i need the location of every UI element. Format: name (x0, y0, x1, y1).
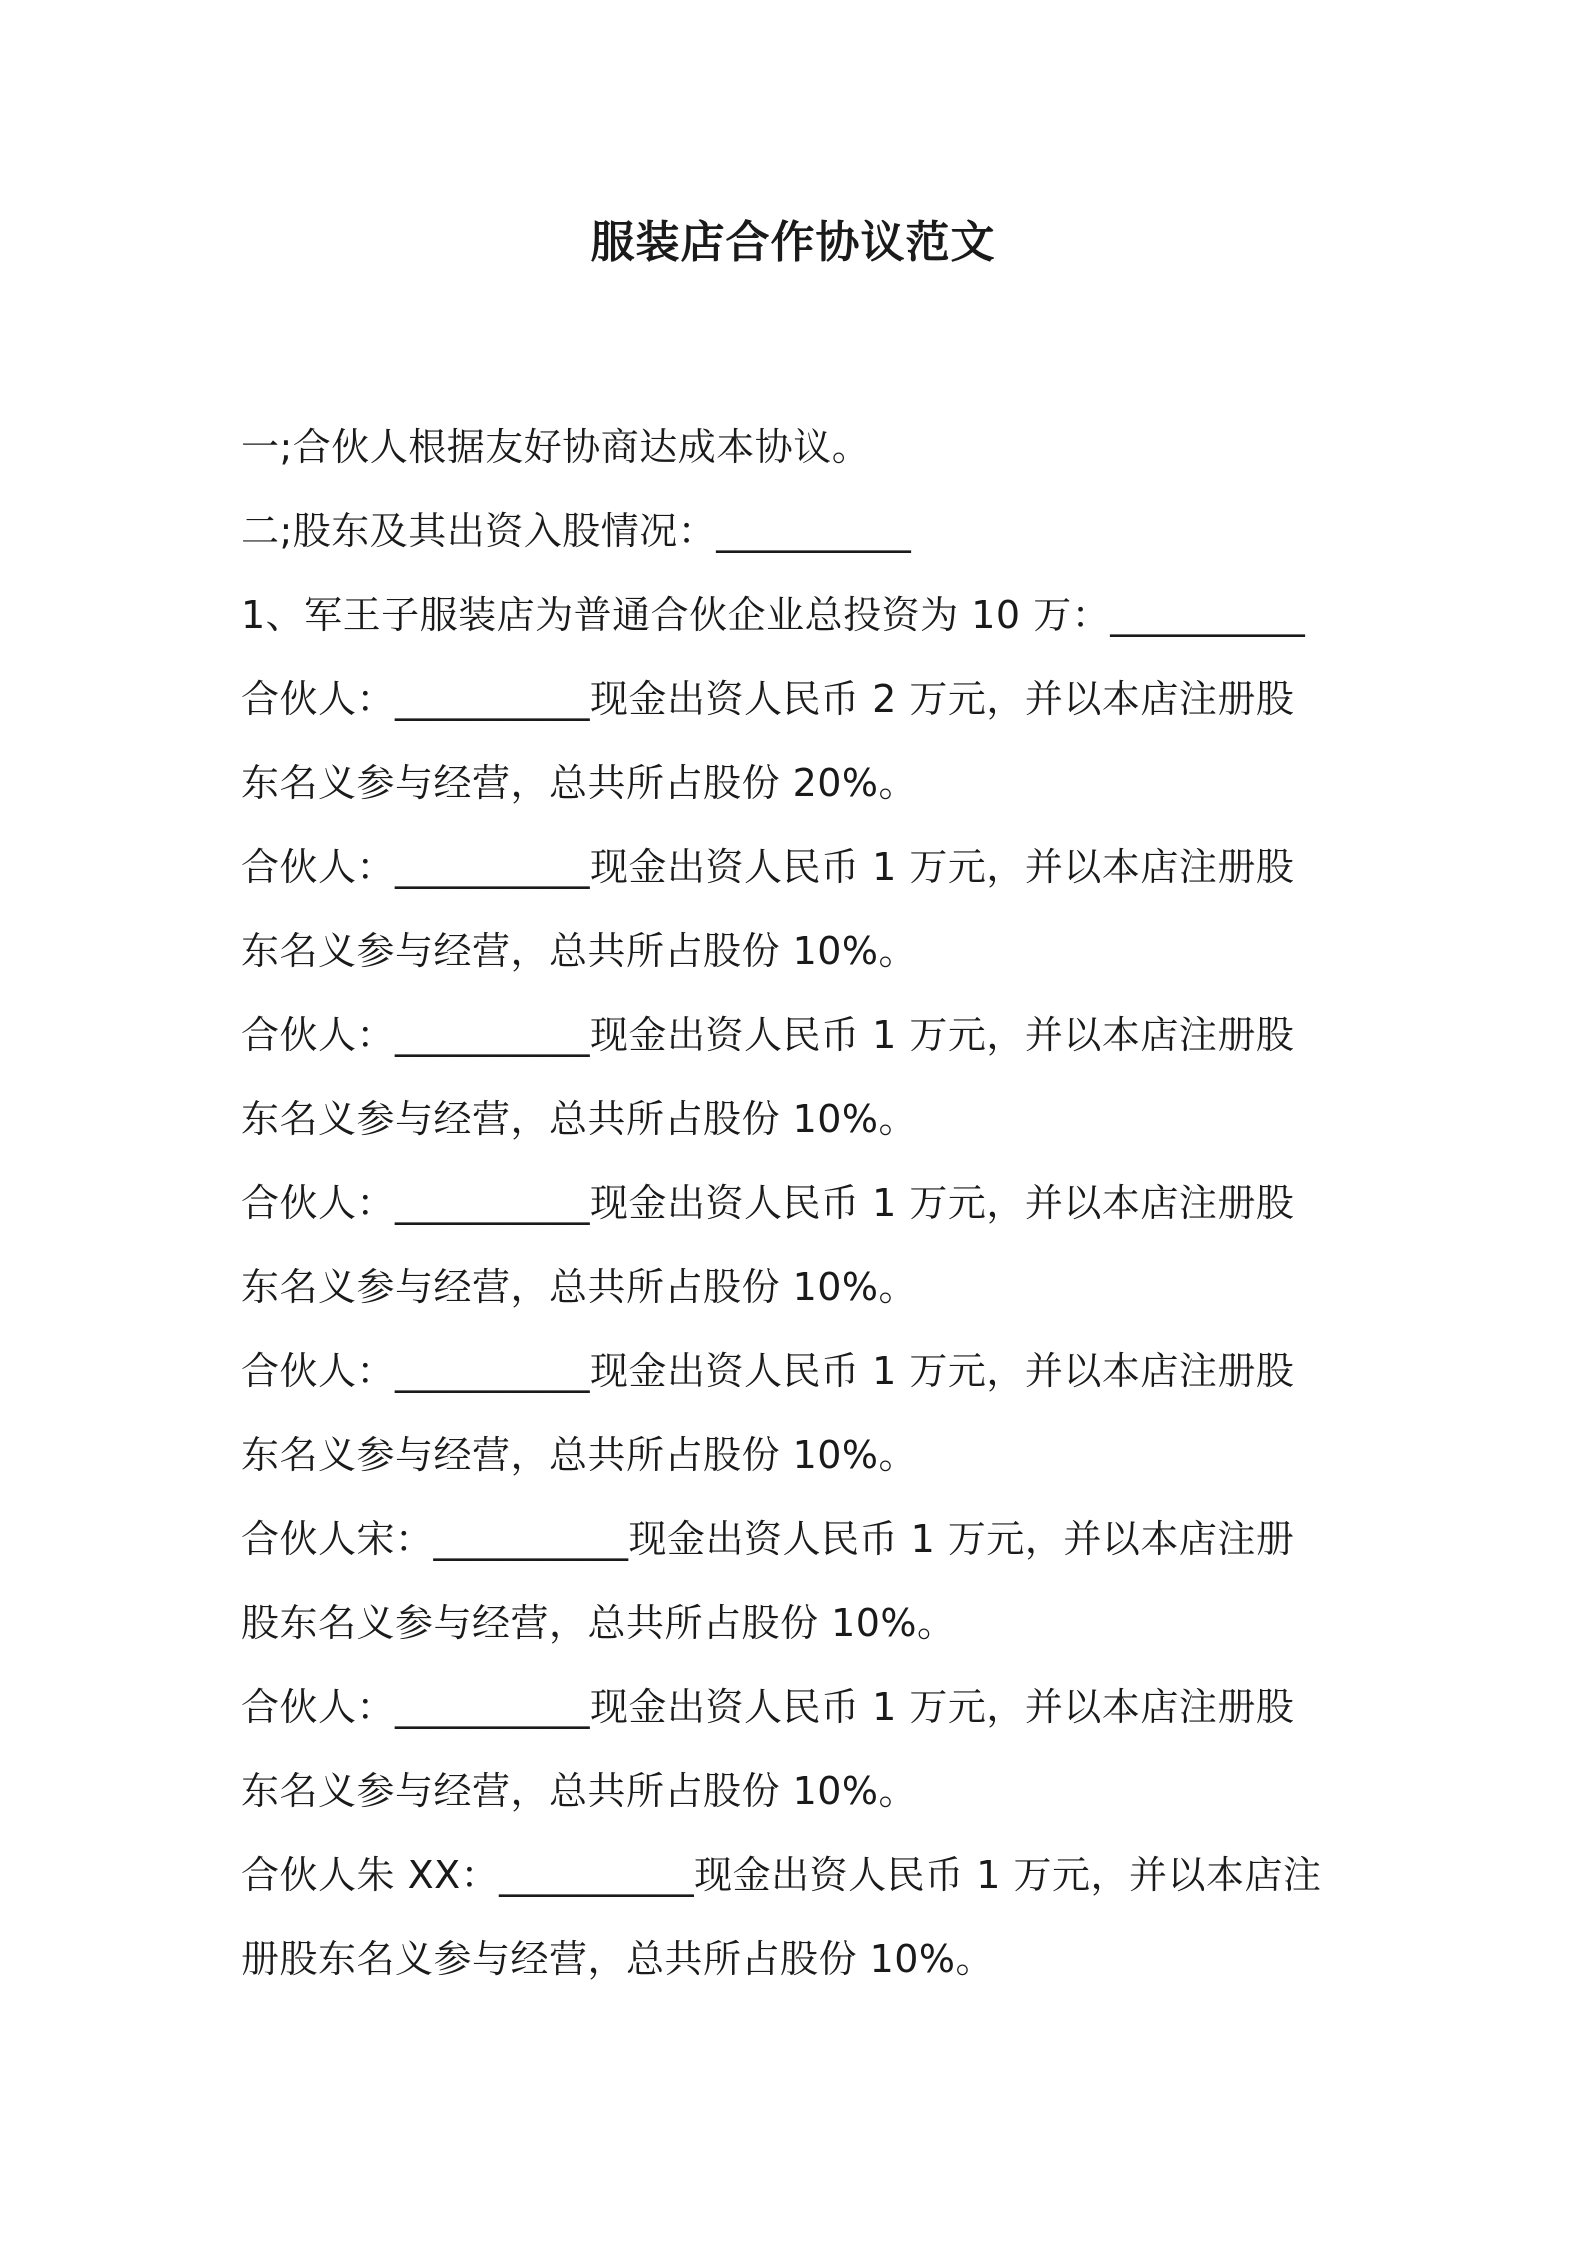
paragraph-line: 一;合伙人根据友好协商达成本协议。 (241, 425, 871, 469)
paragraph-line: 合伙人：__________现金出资人民币 1 万元，并以本店注册股 (241, 845, 1295, 889)
document-title: 服装店合作协议范文 (590, 217, 996, 268)
paragraph-line: 合伙人宋：__________现金出资人民币 1 万元，并以本店注册 (241, 1517, 1295, 1561)
paragraph-line: 东名义参与经营，总共所占股份 10%。 (241, 1433, 918, 1477)
paragraph-line: 1、军王子服装店为普通合伙企业总投资为 10 万：__________ (241, 593, 1306, 637)
document-body (241, 405, 1361, 2001)
paragraph-line: 合伙人：__________现金出资人民币 1 万元，并以本店注册股 (241, 1685, 1295, 1729)
paragraph-line: 东名义参与经营，总共所占股份 10%。 (241, 1097, 918, 1141)
paragraph-line: 二;股东及其出资入股情况：__________ (241, 509, 912, 553)
paragraph-line: 东名义参与经营，总共所占股份 20%。 (241, 761, 918, 805)
paragraph-line: 东名义参与经营，总共所占股份 10%。 (241, 929, 918, 973)
paragraph-line: 合伙人：__________现金出资人民币 1 万元，并以本店注册股 (241, 1013, 1295, 1057)
paragraph-line: 合伙人：__________现金出资人民币 2 万元，并以本店注册股 (241, 677, 1295, 721)
paragraph-line: 册股东名义参与经营，总共所占股份 10%。 (241, 1937, 995, 1981)
paragraph-line: 东名义参与经营，总共所占股份 10%。 (241, 1769, 918, 1813)
paragraph-line: 东名义参与经营，总共所占股份 10%。 (241, 1265, 918, 1309)
paragraph-line: 合伙人：__________现金出资人民币 1 万元，并以本店注册股 (241, 1349, 1295, 1393)
paragraph-line: 合伙人：__________现金出资人民币 1 万元，并以本店注册股 (241, 1181, 1295, 1225)
paragraph-line: 合伙人朱 XX：__________现金出资人民币 1 万元，并以本店注 (241, 1853, 1322, 1897)
paragraph-line: 股东名义参与经营，总共所占股份 10%。 (241, 1601, 956, 1645)
